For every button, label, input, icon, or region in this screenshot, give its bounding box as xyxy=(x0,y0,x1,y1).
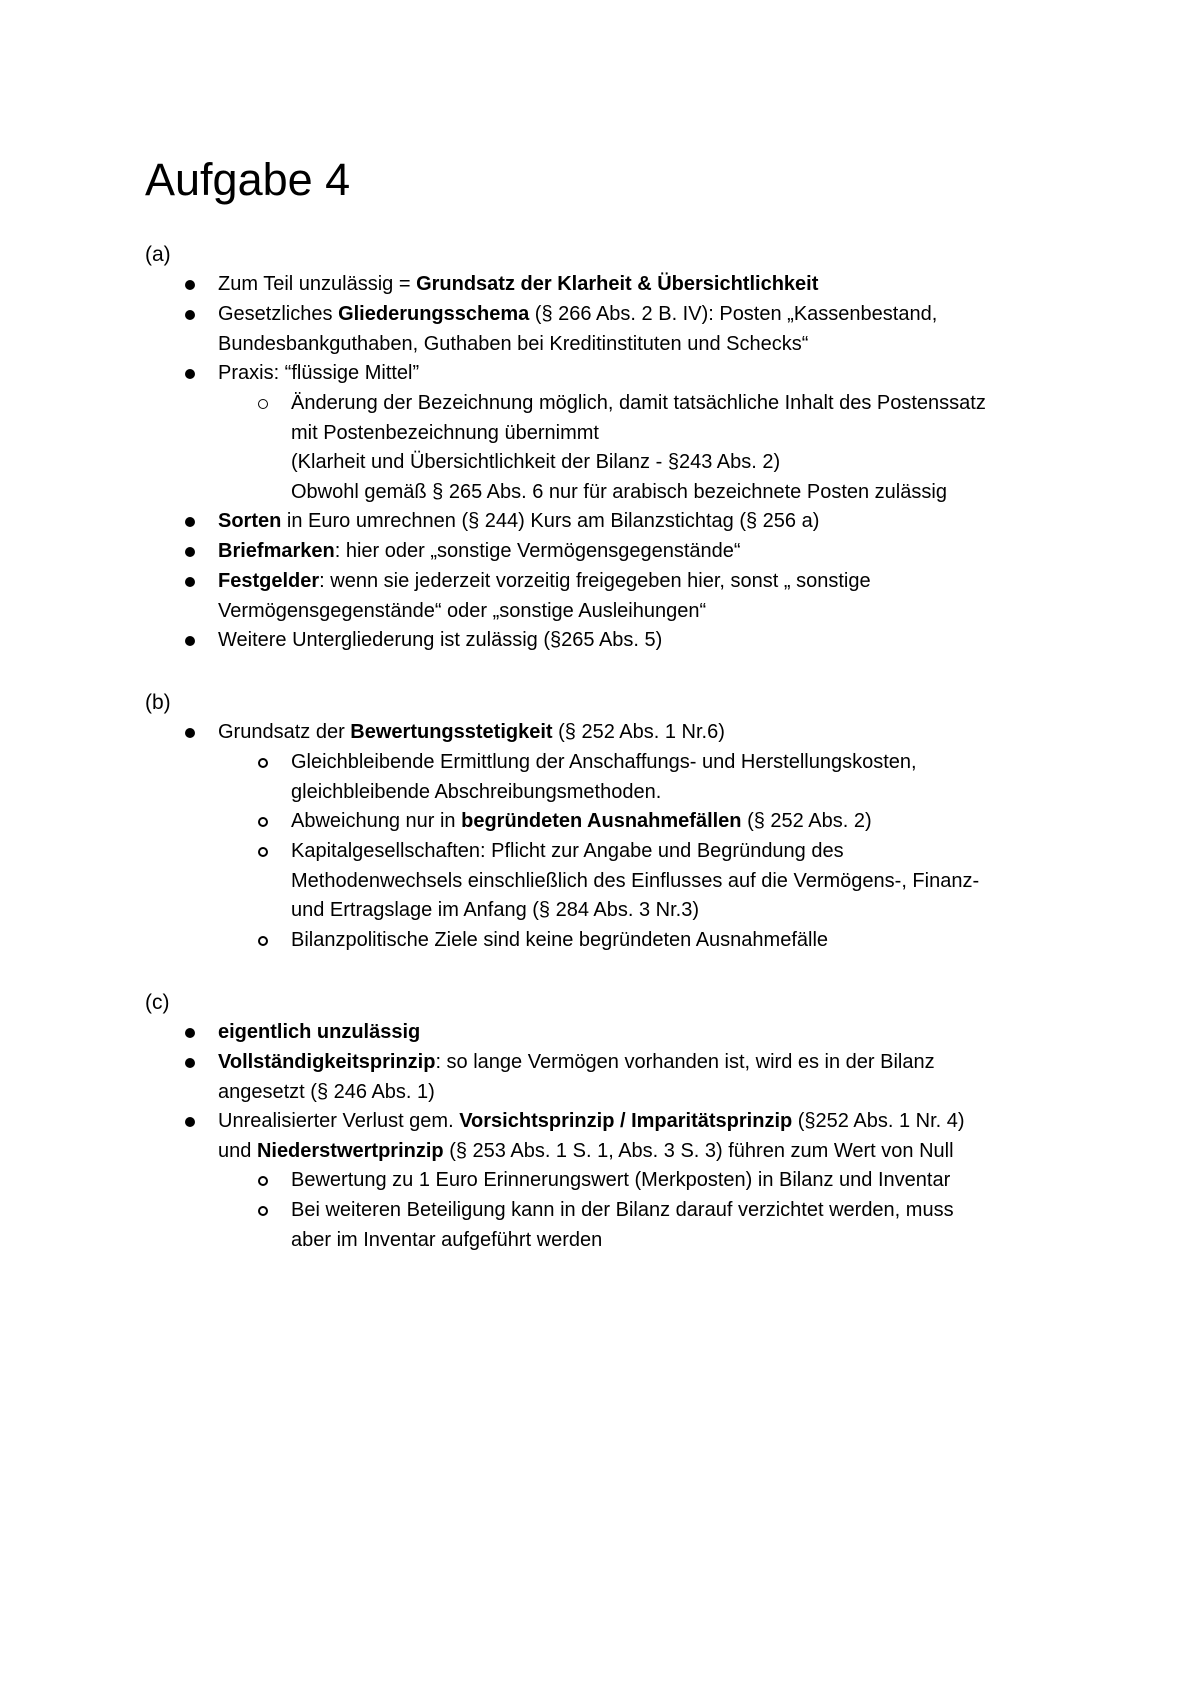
item-text-line: Bei weiteren Beteiligung kann in der Bilanz darauf verzichtet werden, muss xyxy=(291,1199,954,1221)
page-title: Aufgabe 4 xyxy=(145,154,351,205)
bullet-icon xyxy=(185,280,195,290)
item-text: : wenn sie jederzeit vorzeitig freigegeben hier, sonst „ sonstige xyxy=(319,570,871,592)
item-text: Grundsatz der xyxy=(218,721,351,743)
item-text-line: Kapitalgesellschaften: Pflicht zur Angabe und Begründung des xyxy=(291,840,844,862)
section-a-item-2 xyxy=(218,300,937,359)
item-text-line: Obwohl gemäß § 265 Abs. 6 nur für arabisch bezeichnete Posten zulässig xyxy=(291,480,947,503)
item-text: (§ 266 Abs. 2 B. IV): Posten „Kassenbestand, xyxy=(529,303,938,325)
section-c-label: (c) xyxy=(145,991,170,1014)
item-text-line: (Klarheit und Übersichtlichkeit der Bilanz - §243 Abs. 2) xyxy=(291,451,781,473)
item-bold-text: Bewertungsstetigkeit xyxy=(350,721,553,743)
item-text: Weitere Untergliederung ist zulässig (§265 Abs. 5) xyxy=(218,629,663,651)
section-a-item-6 xyxy=(218,567,871,626)
section-b-subitem-1 xyxy=(291,748,917,807)
circle-bullet-icon xyxy=(258,817,268,827)
circle-bullet-icon xyxy=(258,758,268,768)
section-c-item-3 xyxy=(218,1107,965,1166)
item-text: Abweichung nur in xyxy=(291,810,462,832)
bullet-icon xyxy=(185,369,195,379)
item-text-line: Bundesbankguthaben, Guthaben bei Kreditinstituten und Schecks“ xyxy=(218,332,809,355)
item-bold-text: Gliederungsschema xyxy=(338,303,530,325)
item-bold-text: Briefmarken xyxy=(218,540,335,562)
section-a-label: (a) xyxy=(145,243,171,266)
section-a-item-4 xyxy=(218,507,819,537)
bullet-icon xyxy=(185,1058,195,1068)
circle-bullet-icon xyxy=(258,399,268,409)
item-text: (§ 252 Abs. 1 Nr.6) xyxy=(552,721,725,743)
item-text: (§ 253 Abs. 1 S. 1, Abs. 3 S. 3) führen zum Wert von Null xyxy=(443,1139,954,1162)
item-text-line: Bilanzpolitische Ziele sind keine begründeten Ausnahmefälle xyxy=(291,929,829,951)
item-bold-text: begründeten Ausnahmefällen xyxy=(461,810,742,832)
circle-bullet-icon xyxy=(258,1176,268,1186)
item-text-line: gleichbleibende Abschreibungsmethoden. xyxy=(291,780,662,803)
section-b-subitem-3 xyxy=(291,837,979,926)
bullet-icon xyxy=(185,310,195,320)
section-b-subitem-4 xyxy=(291,926,828,956)
item-text: Gesetzliches xyxy=(218,303,339,325)
section-a-subitem-1 xyxy=(291,389,986,507)
bullet-icon xyxy=(185,517,195,527)
section-b-label: (b) xyxy=(145,691,171,714)
item-text-line: Änderung der Bezeichnung möglich, damit tatsächliche Inhalt des Postenssatz xyxy=(291,392,986,414)
circle-bullet-icon xyxy=(258,1206,268,1216)
item-text: Unrealisierter Verlust gem. xyxy=(218,1110,460,1132)
bullet-icon xyxy=(185,577,195,587)
section-a-item-7 xyxy=(218,626,662,656)
bullet-icon xyxy=(185,636,195,646)
item-text: (§ 252 Abs. 2) xyxy=(741,810,872,832)
section-a-item-5 xyxy=(218,537,741,567)
item-text: (§252 Abs. 1 Nr. 4) xyxy=(792,1110,965,1132)
item-text: und xyxy=(218,1139,257,1162)
item-text: : hier oder „sonstige Vermögensgegenstände“ xyxy=(334,540,741,562)
item-text: : so lange Vermögen vorhanden ist, wird es in der Bilanz xyxy=(435,1051,935,1073)
item-text-line: aber im Inventar aufgeführt werden xyxy=(291,1228,603,1251)
section-a-item-1 xyxy=(218,270,818,300)
bullet-icon xyxy=(185,1028,195,1038)
item-bold-text: Grundsatz der Klarheit & Übersichtlichkeit xyxy=(416,273,819,295)
item-bold-text: eigentlich unzulässig xyxy=(218,1021,421,1043)
item-text-line: Methodenwechsels einschließlich des Einflusses auf die Vermögens-, Finanz- xyxy=(291,869,980,892)
section-a-item-3 xyxy=(218,359,419,389)
section-b-item-1 xyxy=(218,718,725,748)
item-bold-text: Festgelder xyxy=(218,570,320,592)
item-text-line: und Ertragslage im Anfang (§ 284 Abs. 3 Nr.3) xyxy=(291,899,700,921)
section-c-subitem-2 xyxy=(291,1196,954,1255)
item-text-line: Bewertung zu 1 Euro Erinnerungswert (Merkposten) in Bilanz und Inventar xyxy=(291,1169,951,1191)
circle-bullet-icon xyxy=(258,847,268,857)
item-text-line: Vermögensgegenstände“ oder „sonstige Ausleihungen“ xyxy=(218,599,707,622)
section-c-subitem-1 xyxy=(291,1166,950,1196)
item-bold-text: Vollständigkeitsprinzip xyxy=(218,1051,436,1073)
item-text-line: angesetzt (§ 246 Abs. 1) xyxy=(218,1080,435,1103)
item-bold-text: Niederstwertprinzip xyxy=(256,1139,444,1162)
item-text: in Euro umrechnen (§ 244) Kurs am Bilanzstichtag (§ 256 a) xyxy=(281,510,820,532)
circle-bullet-icon xyxy=(258,936,268,946)
item-text: Praxis: “flüssige Mittel” xyxy=(218,362,420,384)
item-bold-text: Vorsichtsprinzip / Imparitätsprinzip xyxy=(459,1110,793,1132)
item-text-line: mit Postenbezeichnung übernimmt xyxy=(291,421,599,444)
item-bold-text: Sorten xyxy=(218,510,282,532)
bullet-icon xyxy=(185,728,195,738)
bullet-icon xyxy=(185,1117,195,1127)
item-text: Zum Teil unzulässig = xyxy=(218,273,417,295)
section-c-item-1 xyxy=(218,1018,420,1048)
item-text-line: Gleichbleibende Ermittlung der Anschaffungs- und Herstellungskosten, xyxy=(291,751,917,773)
section-c-item-2 xyxy=(218,1048,935,1107)
section-b-subitem-2 xyxy=(291,807,872,837)
bullet-icon xyxy=(185,547,195,557)
